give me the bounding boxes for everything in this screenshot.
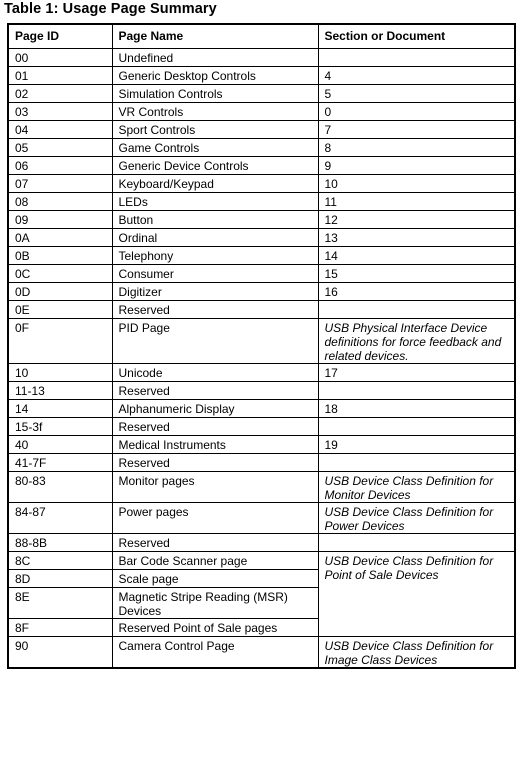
page-name-cell: Camera Control Page <box>112 636 318 668</box>
table-row <box>8 102 515 120</box>
page-name-cell: Alphanumeric Display <box>112 399 318 417</box>
page-name-cell: Reserved <box>112 533 318 551</box>
page-name-cell: Magnetic Stripe Reading (MSR) Devices <box>112 587 318 618</box>
page-name-cell: Sport Controls <box>112 120 318 138</box>
table-row <box>8 453 515 471</box>
section-cell: USB Device Class Definition for Power Devices <box>318 502 515 533</box>
table-row <box>8 138 515 156</box>
table-title: Table 1: Usage Page Summary <box>4 1 217 17</box>
table-row <box>8 435 515 453</box>
table-row <box>8 471 515 502</box>
table-row <box>8 533 515 551</box>
page-name-cell: Ordinal <box>112 228 318 246</box>
page-id-cell: 84-87 <box>8 502 112 533</box>
page-name-cell: PID Page <box>112 318 318 363</box>
page-name-cell: Reserved <box>112 381 318 399</box>
page-name-cell: Digitizer <box>112 282 318 300</box>
section-cell: USB Device Class Definition for Image Class Devices <box>318 636 515 668</box>
section-cell <box>318 381 515 399</box>
section-cell: 10 <box>318 174 515 192</box>
page-id-cell: 0E <box>8 300 112 318</box>
section-cell: 19 <box>318 435 515 453</box>
page-id-cell: 88-8B <box>8 533 112 551</box>
section-cell: 5 <box>318 84 515 102</box>
page-name-cell: Undefined <box>112 48 318 66</box>
header-page-id: Page ID <box>8 24 112 48</box>
section-cell <box>318 453 515 471</box>
section-cell: 8 <box>318 138 515 156</box>
section-cell: 18 <box>318 399 515 417</box>
page-id-cell: 8D <box>8 569 112 587</box>
page-id-cell: 08 <box>8 192 112 210</box>
table-row <box>8 502 515 533</box>
section-cell: USB Device Class Definition for Monitor Devices <box>318 471 515 502</box>
table-row <box>8 66 515 84</box>
table-row <box>8 120 515 138</box>
page-id-cell: 11-13 <box>8 381 112 399</box>
section-cell: 9 <box>318 156 515 174</box>
page-name-cell: Telephony <box>112 246 318 264</box>
page-name-cell: Generic Desktop Controls <box>112 66 318 84</box>
page-name-cell: LEDs <box>112 192 318 210</box>
page-id-cell: 0A <box>8 228 112 246</box>
page-id-cell: 8E <box>8 587 112 618</box>
page-id-cell: 0D <box>8 282 112 300</box>
table-row <box>8 318 515 363</box>
page-id-cell: 10 <box>8 363 112 381</box>
table-row <box>8 156 515 174</box>
page-id-cell: 40 <box>8 435 112 453</box>
table-row <box>8 636 515 668</box>
table-row <box>8 300 515 318</box>
page-name-cell: Reserved <box>112 300 318 318</box>
page-name-cell: Consumer <box>112 264 318 282</box>
section-cell: 11 <box>318 192 515 210</box>
page-id-cell: 05 <box>8 138 112 156</box>
page-id-cell: 09 <box>8 210 112 228</box>
section-cell: 0 <box>318 102 515 120</box>
page-name-cell: Reserved Point of Sale pages <box>112 618 318 636</box>
table-row <box>8 363 515 381</box>
section-cell <box>318 417 515 435</box>
header-section: Section or Document <box>318 24 515 48</box>
table-row <box>8 551 515 569</box>
page-id-cell: 02 <box>8 84 112 102</box>
section-cell: 14 <box>318 246 515 264</box>
page-id-cell: 90 <box>8 636 112 668</box>
page-name-cell: Keyboard/Keypad <box>112 174 318 192</box>
section-cell: USB Physical Interface Device definitions for force feedback and related devices. <box>318 318 515 363</box>
page-name-cell: VR Controls <box>112 102 318 120</box>
page-name-cell: Reserved <box>112 417 318 435</box>
table-row <box>8 417 515 435</box>
table-row <box>8 48 515 66</box>
page-id-cell: 0B <box>8 246 112 264</box>
section-cell <box>318 300 515 318</box>
header-page-name: Page Name <box>112 24 318 48</box>
table-row <box>8 282 515 300</box>
page-id-cell: 0C <box>8 264 112 282</box>
table-row <box>8 84 515 102</box>
page-id-cell: 07 <box>8 174 112 192</box>
table-row <box>8 174 515 192</box>
section-cell <box>318 533 515 551</box>
section-cell: 7 <box>318 120 515 138</box>
table-row <box>8 210 515 228</box>
page-name-cell: Generic Device Controls <box>112 156 318 174</box>
table-row <box>8 246 515 264</box>
table-row <box>8 228 515 246</box>
page-id-cell: 8F <box>8 618 112 636</box>
section-cell: 17 <box>318 363 515 381</box>
page-id-cell: 03 <box>8 102 112 120</box>
table-row <box>8 192 515 210</box>
section-cell: 16 <box>318 282 515 300</box>
section-cell: 12 <box>318 210 515 228</box>
page-id-cell: 01 <box>8 66 112 84</box>
table-row <box>8 381 515 399</box>
page-name-cell: Simulation Controls <box>112 84 318 102</box>
table-header-row <box>8 24 515 48</box>
page-name-cell: Bar Code Scanner page <box>112 551 318 569</box>
page-name-cell: Monitor pages <box>112 471 318 502</box>
table-row <box>8 399 515 417</box>
page-name-cell: Unicode <box>112 363 318 381</box>
section-cell: USB Device Class Definition for Point of Sale Devices <box>318 551 515 636</box>
page-name-cell: Scale page <box>112 569 318 587</box>
page-id-cell: 80-83 <box>8 471 112 502</box>
page-id-cell: 8C <box>8 551 112 569</box>
page-name-cell: Medical Instruments <box>112 435 318 453</box>
table-row <box>8 264 515 282</box>
page-id-cell: 06 <box>8 156 112 174</box>
page-id-cell: 00 <box>8 48 112 66</box>
section-cell: 4 <box>318 66 515 84</box>
usage-page-summary-table <box>7 23 516 669</box>
page-name-cell: Power pages <box>112 502 318 533</box>
section-cell: 15 <box>318 264 515 282</box>
page-id-cell: 41-7F <box>8 453 112 471</box>
page-id-cell: 14 <box>8 399 112 417</box>
section-cell: 13 <box>318 228 515 246</box>
page-id-cell: 15-3f <box>8 417 112 435</box>
page-name-cell: Game Controls <box>112 138 318 156</box>
page-id-cell: 04 <box>8 120 112 138</box>
page-name-cell: Reserved <box>112 453 318 471</box>
section-cell <box>318 48 515 66</box>
page-name-cell: Button <box>112 210 318 228</box>
page-id-cell: 0F <box>8 318 112 363</box>
